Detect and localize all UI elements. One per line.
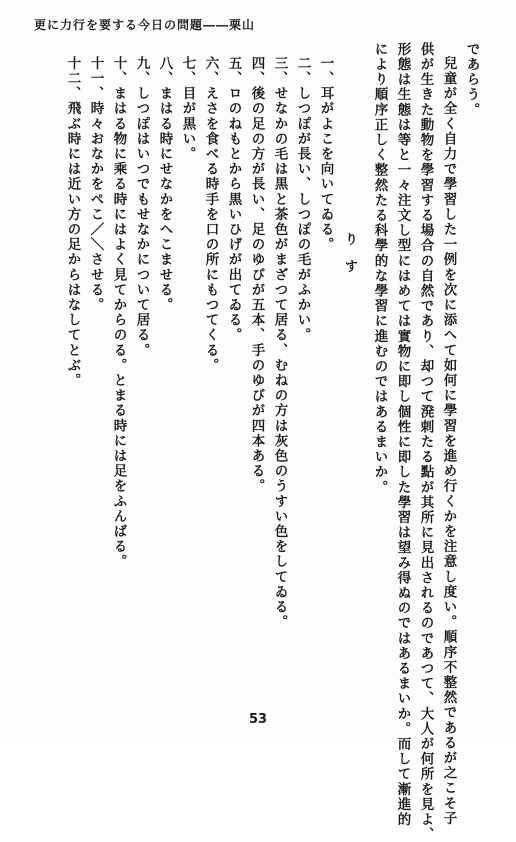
paragraph-line-2: 兒童が全く自力で學習した一例を次に添へて如何に學習を進め行くかを注意し度い。順序不整然であるが之こそ子: [440, 56, 457, 827]
paragraph-line-5: により順序正しく整然たる科學的な學習に進むのではあるまいか。: [371, 42, 388, 495]
list-item-7: 七、目が黒い。: [179, 56, 196, 162]
running-head: 更に力行を要する今日の問題――栗山: [34, 18, 256, 32]
list-item-6: 六、えさを食べる時手を口の所にもつてくる。: [202, 56, 219, 374]
list-item-2: 二、しつぽが長い、しつぽの毛がふかい。: [294, 56, 311, 343]
list-item-5: 五、ロのねもとから黒いひげが出てゐる。: [225, 56, 242, 343]
list-item-8: 八、まはる時にせなかをへこませる。: [156, 56, 173, 313]
list-item-3: 三、せなかの毛は黒と茶色がまざつて居る、むねの方は灰色のうすい色をしてゐる。: [271, 56, 288, 630]
list-item-9: 九、しつぽはいつでもせなかについて居る。: [133, 56, 150, 358]
list-item-11: 十一、時々おなかをぺこ／＼させる。: [87, 56, 104, 313]
paragraph-line-3: 供が生きた動物を學習する場合の自然であり、却つて溌剌たる點が其所に見出されるのであつて、大人が何所を見よ、: [417, 42, 434, 842]
list-item-4: 四、後の足の方が長い、足のゆびが五本、手のゆびが四本ある。: [248, 56, 265, 494]
list-item-1: 一、耳がよこを向いてゐる。: [317, 56, 334, 253]
subheading: り す: [341, 232, 358, 273]
paragraph-line-1: であらう。: [463, 42, 480, 118]
page-number: 53: [248, 712, 268, 727]
list-item-12: 十二、飛ぶ時には近い方の足からはなしてとぶ。: [64, 56, 81, 389]
paragraph-line-4: 形態は生態は等と一々注文し型にはめては實物に即し個性に即した學習は望み得ぬのではあるまいか。而して漸進的: [394, 42, 411, 828]
list-item-10: 十、まはる物に乘る時にはよく見てからのる。とまる時には足をふんばる。: [110, 56, 127, 570]
